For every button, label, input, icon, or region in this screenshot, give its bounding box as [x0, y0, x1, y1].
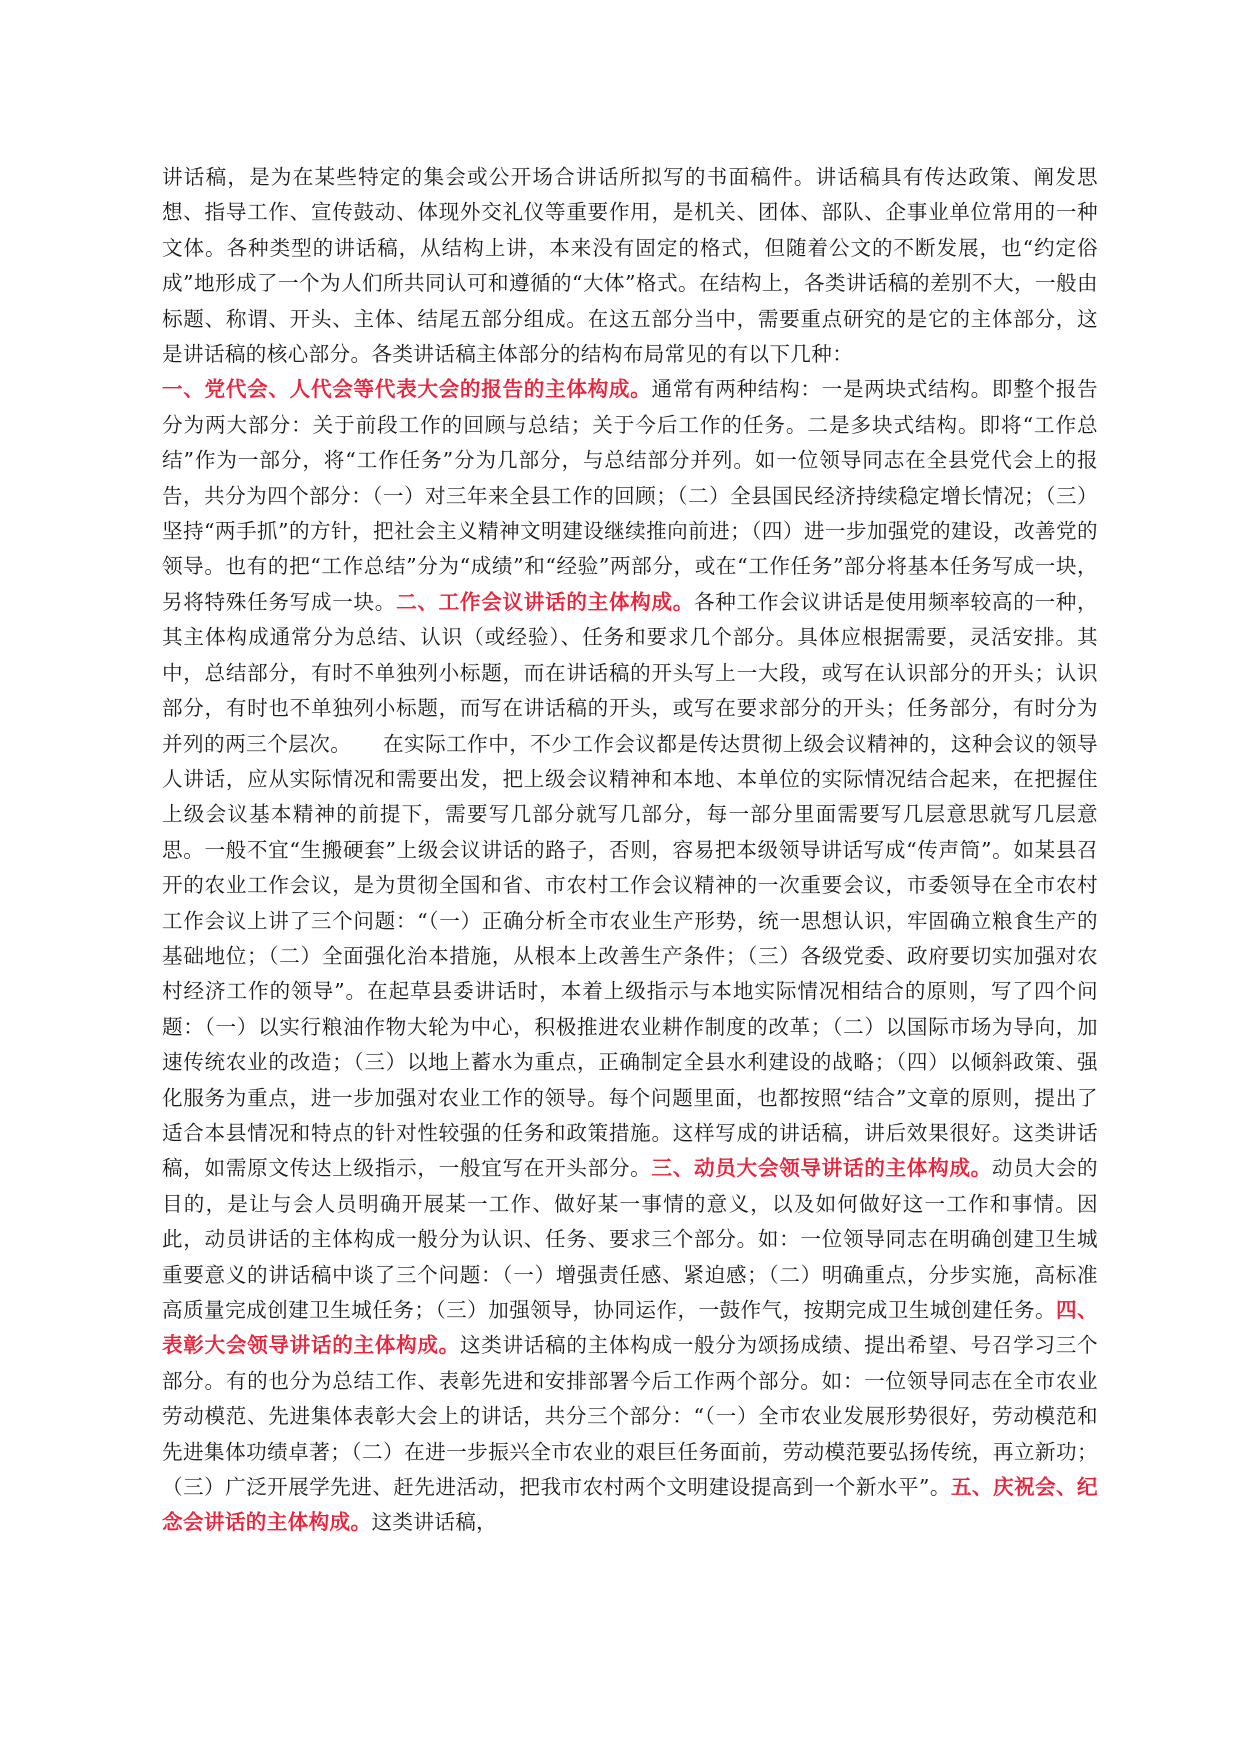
section-heading: 一、党代会、人代会等代表大会的报告的主体构成。 [162, 377, 652, 402]
document-body [162, 160, 1098, 1541]
section-heading: 二、工作会议讲话的主体构成。 [396, 589, 694, 614]
section-body: 动员大会的目的，是让与会人员明确开展某一工作、做好某一事情的意义，以及如何做好这一工作和事情。因此，动员讲话的主体构成一般分为认识、任务、要求三个部分。如：一位领导同志在明确创建卫生城重要意义的讲话稿中谈了三个问题：（一）增强责任感、紧迫感；（二）明确重点，分步实施，高标准高质量完成创建卫生城任务；（三）加强领导，协同运作，一鼓作气，按期完成卫生城创建任务。 [162, 1156, 1098, 1322]
document-paragraph [162, 160, 1098, 1541]
section-heading: 四、表彰大会领导讲话的主体构成。 [162, 1298, 1099, 1358]
section-body: 这类讲话稿， [371, 1510, 498, 1535]
section-heading: 五、庆祝会、纪念会讲话的主体构成。 [162, 1475, 1099, 1535]
section-body: 各种工作会议讲话是使用频率较高的一种，其主体构成通常分为总结、认识（或经验）、任务和要求几个部分。具体应根据需要，灵活安排。其中，总结部分，有时不单独列小标题，而在讲话稿的开头写上一大段，或写在认识部分的开头；认识部分，有时也不单独列小标题，而写在讲话稿的开头，或写在要求部分的开头；任务部分，有时分为并列的两三个层次。 在实际工作中，不少工作会议都是传达贯彻上级会议精神的，这种会议的领导人讲话，应从实际情况和需要出发，把上级会议精神和本地、本单位的实际情况结合起来，在把握住上级会议基本精神的前提下，需要写几部分就写几部分，每一部分里面需要写几层意思就写几层意思。一般不宜“生搬硬套”上级会议讲话的路子，否则，容易把本级领导讲话写成“传声筒”。如某县召开的农业工作会议，是为贯彻全国和省、市农村工作会议精神的一次重要会议，市委领导在全市农村工作会议上讲了三个问题：“（一）正确分析全市农业生产形势，统一思想认识，牢固确立粮食生产的基础地位；（二）全面强化治本措施，从根本上改善生产条件；（三）各级党委、政府要切实加强对农村经济工作的领导”。在起草县委讲话时，本着上级指示与本地实际情况相结合的原则，写了四个问题：（一）以实行粮油作物大轮为中心，积极推进农业耕作制度的改革；（二）以国际市场为导向，加速传统农业的改造；（三）以地上蓄水为重点，正确制定全县水利建设的战略；（四）以倾斜政策、强化服务为重点，进一步加强对农业工作的领导。每个问题里面，也都按照“结合”文章的原则，提出了适合本县情况和特点的针对性较强的任务和政策措施。这样写成的讲话稿，讲后效果很好。这类讲话稿，如需原文传达上级指示，一般宜写在开头部分。 [162, 589, 1098, 1181]
section-body: 通常有两种结构：一是两块式结构。即整个报告分为两大部分：关于前段工作的回顾与总结；关于今后工作的任务。二是多块式结构。即将“工作总结”作为一部分，将“工作任务”分为几部分，与总结部分并列。如一位领导同志在全县党代会上的报告，共分为四个部分：（一）对三年来全县工作的回顾；（二）全县国民经济持续稳定增长情况；（三）坚持“两手抓”的方针，把社会主义精神文明建设继续推向前进；（四）进一步加强党的建设，改善党的领导。也有的把“工作总结”分为“成绩”和“经验”两部分，或在“工作任务”部分将基本任务写成一块，另将特殊任务写成一块。 [162, 377, 1098, 614]
section-heading: 三、动员大会领导讲话的主体构成。 [651, 1156, 992, 1181]
intro-text: 讲话稿，是为在某些特定的集会或公开场合讲话所拟写的书面稿件。讲话稿具有传达政策、阐发思想、指导工作、宣传鼓动、体现外交礼仪等重要作用，是机关、团体、部队、企事业单位常用的一种文体。各种类型的讲话稿，从结构上讲，本来没有固定的格式，但随着公文的不断发展，也“约定俗成”地形成了一个为人们所共同认可和遵循的“大体”格式。在结构上，各类讲话稿的差别不大，一般由标题、称谓、开头、主体、结尾五部分组成。在这五部分当中，需要重点研究的是它的主体部分，这是讲话稿的核心部分。各类讲话稿主体部分的结构布局常见的有以下几种： [162, 165, 1098, 367]
section-body: 这类讲话稿的主体构成一般分为颂扬成绩、提出希望、号召学习三个部分。有的也分为总结工作、表彰先进和安排部署今后工作两个部分。如：一位领导同志在全市农业劳动模范、先进集体表彰大会上的讲话，共分三个部分：“（一）全市农业发展形势很好，劳动模范和先进集体功绩卓著；（二）在进一步振兴全市农业的艰巨任务面前，劳动模范要弘扬传统，再立新功；（三）广泛开展学先进、赶先进活动，把我市农村两个文明建设提高到一个新水平”。 [162, 1333, 1098, 1500]
